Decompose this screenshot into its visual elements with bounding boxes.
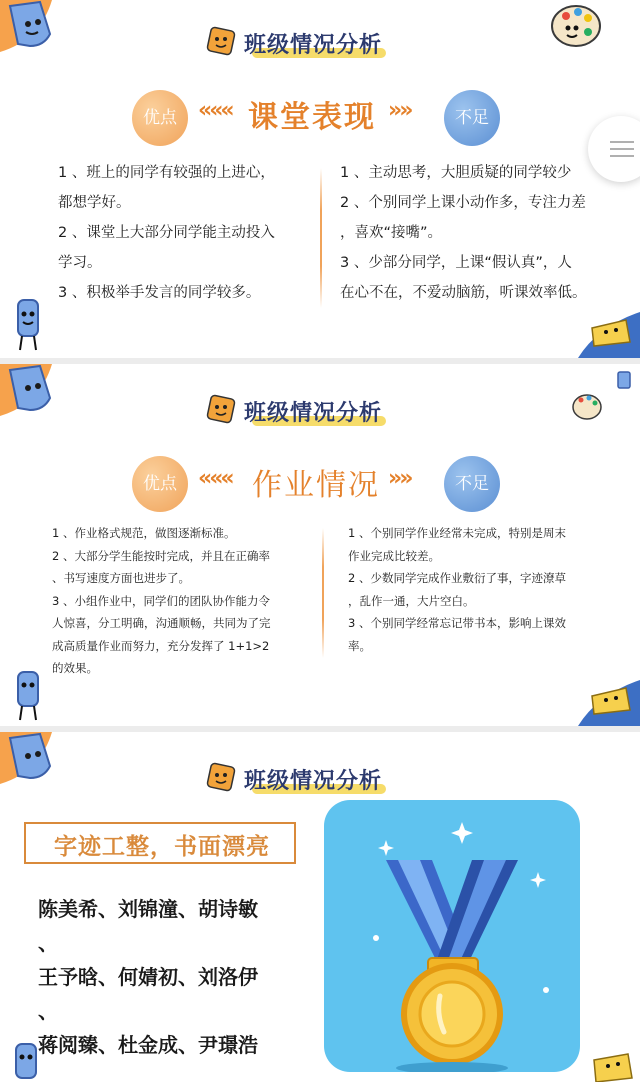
list-item: 陈美希、刘锦潼、胡诗敏 [38,897,258,921]
student-names [38,892,258,1062]
list-item: 都想学好。 [58,195,131,211]
list-item: 、 [38,931,58,955]
pencil-mascot-icon [8,668,48,724]
section-title: 课堂表现 [248,100,376,135]
list-item: 人惊喜，分工明确，沟通顺畅，共同为了完 [52,616,271,630]
list-item: 3 、积极举手发言的同学较多。 [58,285,261,301]
section-title: 作业情况 [252,468,380,503]
face-icon [206,26,236,56]
column-divider [320,168,322,308]
face-icon [206,394,236,424]
slide-handwriting [0,732,640,1082]
list-item: 1 、班上的同学有较强的上进心， [58,165,275,181]
page-title: 班级情况分析 [244,33,383,58]
list-item: ，喜欢“接嘴”。 [340,225,443,241]
weaknesses-list [340,158,640,308]
strengths-list [52,522,314,680]
award-title: 字迹工整，书面漂亮 [54,834,270,860]
list-item: 成高质量作业而努力，充分发挥了 1+1>2 [52,638,270,653]
face-icon [206,762,236,792]
page-title: 班级情况分析 [244,769,383,794]
weaknesses-badge: 不足 [444,90,500,146]
chevron-left-icon: ««« [198,98,232,123]
strengths-badge: 优点 [132,456,188,512]
slide-classroom-performance [0,0,640,358]
list-item: 3 、个别同学经常忘记带书本，影响上课效 [348,616,566,630]
menu-icon [610,141,634,143]
slide-homework [0,364,640,726]
list-item: 1 、主动思考，大胆质疑的同学较少 [340,165,572,181]
header [0,22,640,66]
list-item: 2 、课堂上大部分同学能主动投入 [58,225,275,241]
list-item: 、书写速度方面也进步了。 [52,571,190,585]
award-banner [24,822,296,864]
pencil-mascot-icon [8,1040,44,1082]
list-item: 3 、小组作业中，同学们的团队协作能力令 [52,593,270,608]
list-item: 3 、少部分同学，上课“假认真”，人 [340,255,572,271]
pencil-mascot-icon [8,296,48,354]
list-item: 2 、个别同学上课小动作多，专注力差 [340,195,586,211]
list-item: 在心不在，不爱动脑筋，听课效率低。 [340,285,587,301]
list-item: 学习。 [58,255,102,271]
weaknesses-badge: 不足 [444,456,500,512]
list-item: 1 、作业格式规范，做图逐渐标准。 [52,526,236,540]
weaknesses-list [348,522,618,657]
column-divider [322,528,324,658]
list-item: 的效果。 [52,661,98,675]
cheese-mascot-icon [584,1050,640,1082]
list-item: 1 、个别同学作业经常未完成，特别是周末 [348,526,566,540]
page-title: 班级情况分析 [244,401,383,426]
list-item: 率。 [348,638,371,653]
header [0,758,640,802]
list-item: 王予晗、何婧初、刘洛伊 [38,965,258,989]
list-item: ，乱作一通，大片空白。 [348,593,475,608]
header [0,390,640,434]
list-item: 、 [38,999,58,1023]
cheese-mascot-icon [578,680,640,726]
chevron-right-icon: »» [388,98,411,123]
chevron-right-icon: »» [388,466,411,491]
list-item: 作业完成比较差。 [348,548,440,563]
pencil-mascot-icon [614,370,634,392]
cheese-mascot-icon [578,312,640,358]
list-item: 蒋阅臻、杜金成、尹璟浩 [38,1033,258,1057]
list-item: 2 、大部分学生能按时完成，并且在正确率 [52,548,270,563]
strengths-list [58,158,316,308]
chevron-left-icon: ««« [198,466,232,491]
medal-icon [324,800,580,1072]
list-item: 2 、少数同学完成作业敷衍了事，字迹潦草 [348,571,566,585]
strengths-badge: 优点 [132,90,188,146]
medal-card [324,800,580,1072]
